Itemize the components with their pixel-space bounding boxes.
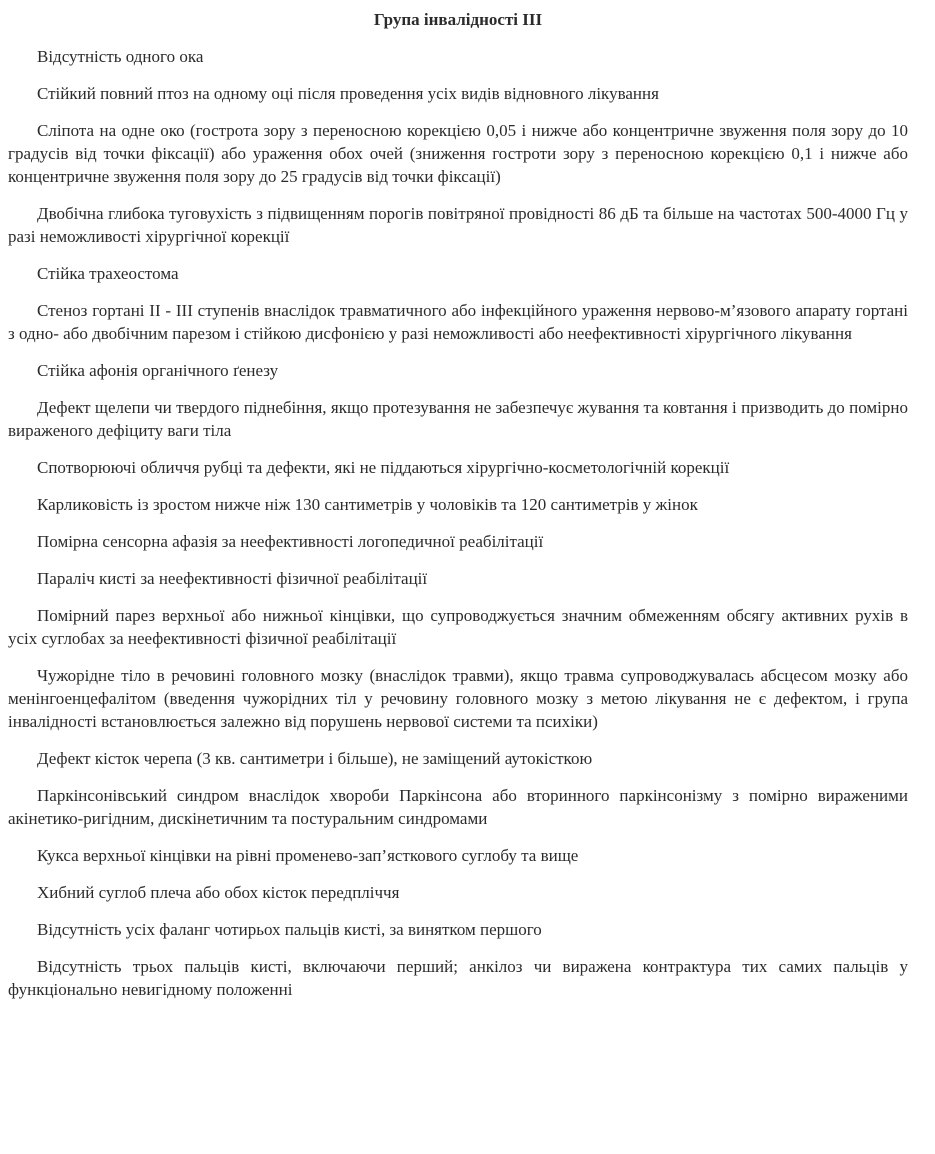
- page-title: Група інвалідності III: [373, 10, 543, 29]
- paragraph: Відсутність усіх фаланг чотирьох пальців кисті, за винятком першого: [37, 920, 542, 939]
- paragraph: Карликовість із зростом нижче ніж 130 сантиметрів у чоловіків та 120 сантиметрів у жінок: [37, 495, 698, 514]
- paragraph: Стійка трахеостома: [37, 264, 179, 283]
- paragraph: Паркінсонівський синдром внаслідок хвороби Паркінсона або вторинного паркінсонізму з помірно вираженими акінетико-ригідним, дискінетичним та постуральним синдромами: [8, 786, 908, 828]
- paragraph: Хибний суглоб плеча або обох кісток передпліччя: [37, 883, 400, 902]
- paragraph: Стеноз гортані II - III ступенів внаслідок травматичного або інфекційного ураження нервово-м’язового апарату гортані з одно- або двобічним парезом і стійкою дисфонією у разі неможливості або неефективності хірургічного лікування: [8, 301, 908, 343]
- paragraph: Дефект кісток черепа (3 кв. сантиметри і більше), не заміщений аутокісткою: [37, 749, 593, 768]
- paragraph: Відсутність трьох пальців кисті, включаючи перший; анкілоз чи виражена контрактура тих самих пальців у функціонально невигідному положенні: [8, 957, 908, 999]
- paragraph: Двобічна глибока туговухість з підвищенням порогів повітряної провідності 86 дБ та більше на частотах 500-4000 Гц у разі неможливості хірургічної корекції: [8, 204, 908, 246]
- document-body: [8, 45, 908, 1001]
- paragraph: Сліпота на одне око (гострота зору з переносною корекцією 0,05 і нижче або концентричне звуження поля зору до 10 градусів від точки фіксації) або ураження обох очей (зниження гостроти зору з переносною корекцією 0,1 і нижче або концентричне звуження поля зору до 25 градусів від точки фіксації): [8, 121, 908, 186]
- paragraph: Помірна сенсорна афазія за неефективності логопедичної реабілітації: [37, 532, 544, 551]
- paragraph: Чужорідне тіло в речовині головного мозку (внаслідок травми), якщо травма супроводжувалась абсцесом мозку або менінгоенцефалітом (введення чужорідних тіл у речовину головного мозку з метою лікування не є дефектом, і група інвалідності встановлюється залежно від порушень нервової системи та психіки): [8, 666, 908, 731]
- paragraph: Стійка афонія органічного ґенезу: [37, 361, 279, 380]
- paragraph: Кукса верхньої кінцівки на рівні променево-зап’ясткового суглобу та вище: [37, 846, 579, 865]
- paragraph: Спотворюючі обличчя рубці та дефекти, які не піддаються хірургічно-косметологічній корекції: [37, 458, 730, 477]
- paragraph: Дефект щелепи чи твердого піднебіння, якщо протезування не забезпечує жування та ковтання і призводить до помірно вираженого дефіциту ваги тіла: [8, 398, 908, 440]
- paragraph: Параліч кисті за неефективності фізичної реабілітації: [37, 569, 428, 588]
- paragraph: Стійкий повний птоз на одному оці після проведення усіх видів відновного лікування: [37, 84, 659, 103]
- paragraph: Помірний парез верхньої або нижньої кінцівки, що супроводжується значним обмеженням обсягу активних рухів в усіх суглобах за неефективності фізичної реабілітації: [8, 606, 908, 648]
- paragraph: Відсутність одного ока: [37, 47, 204, 66]
